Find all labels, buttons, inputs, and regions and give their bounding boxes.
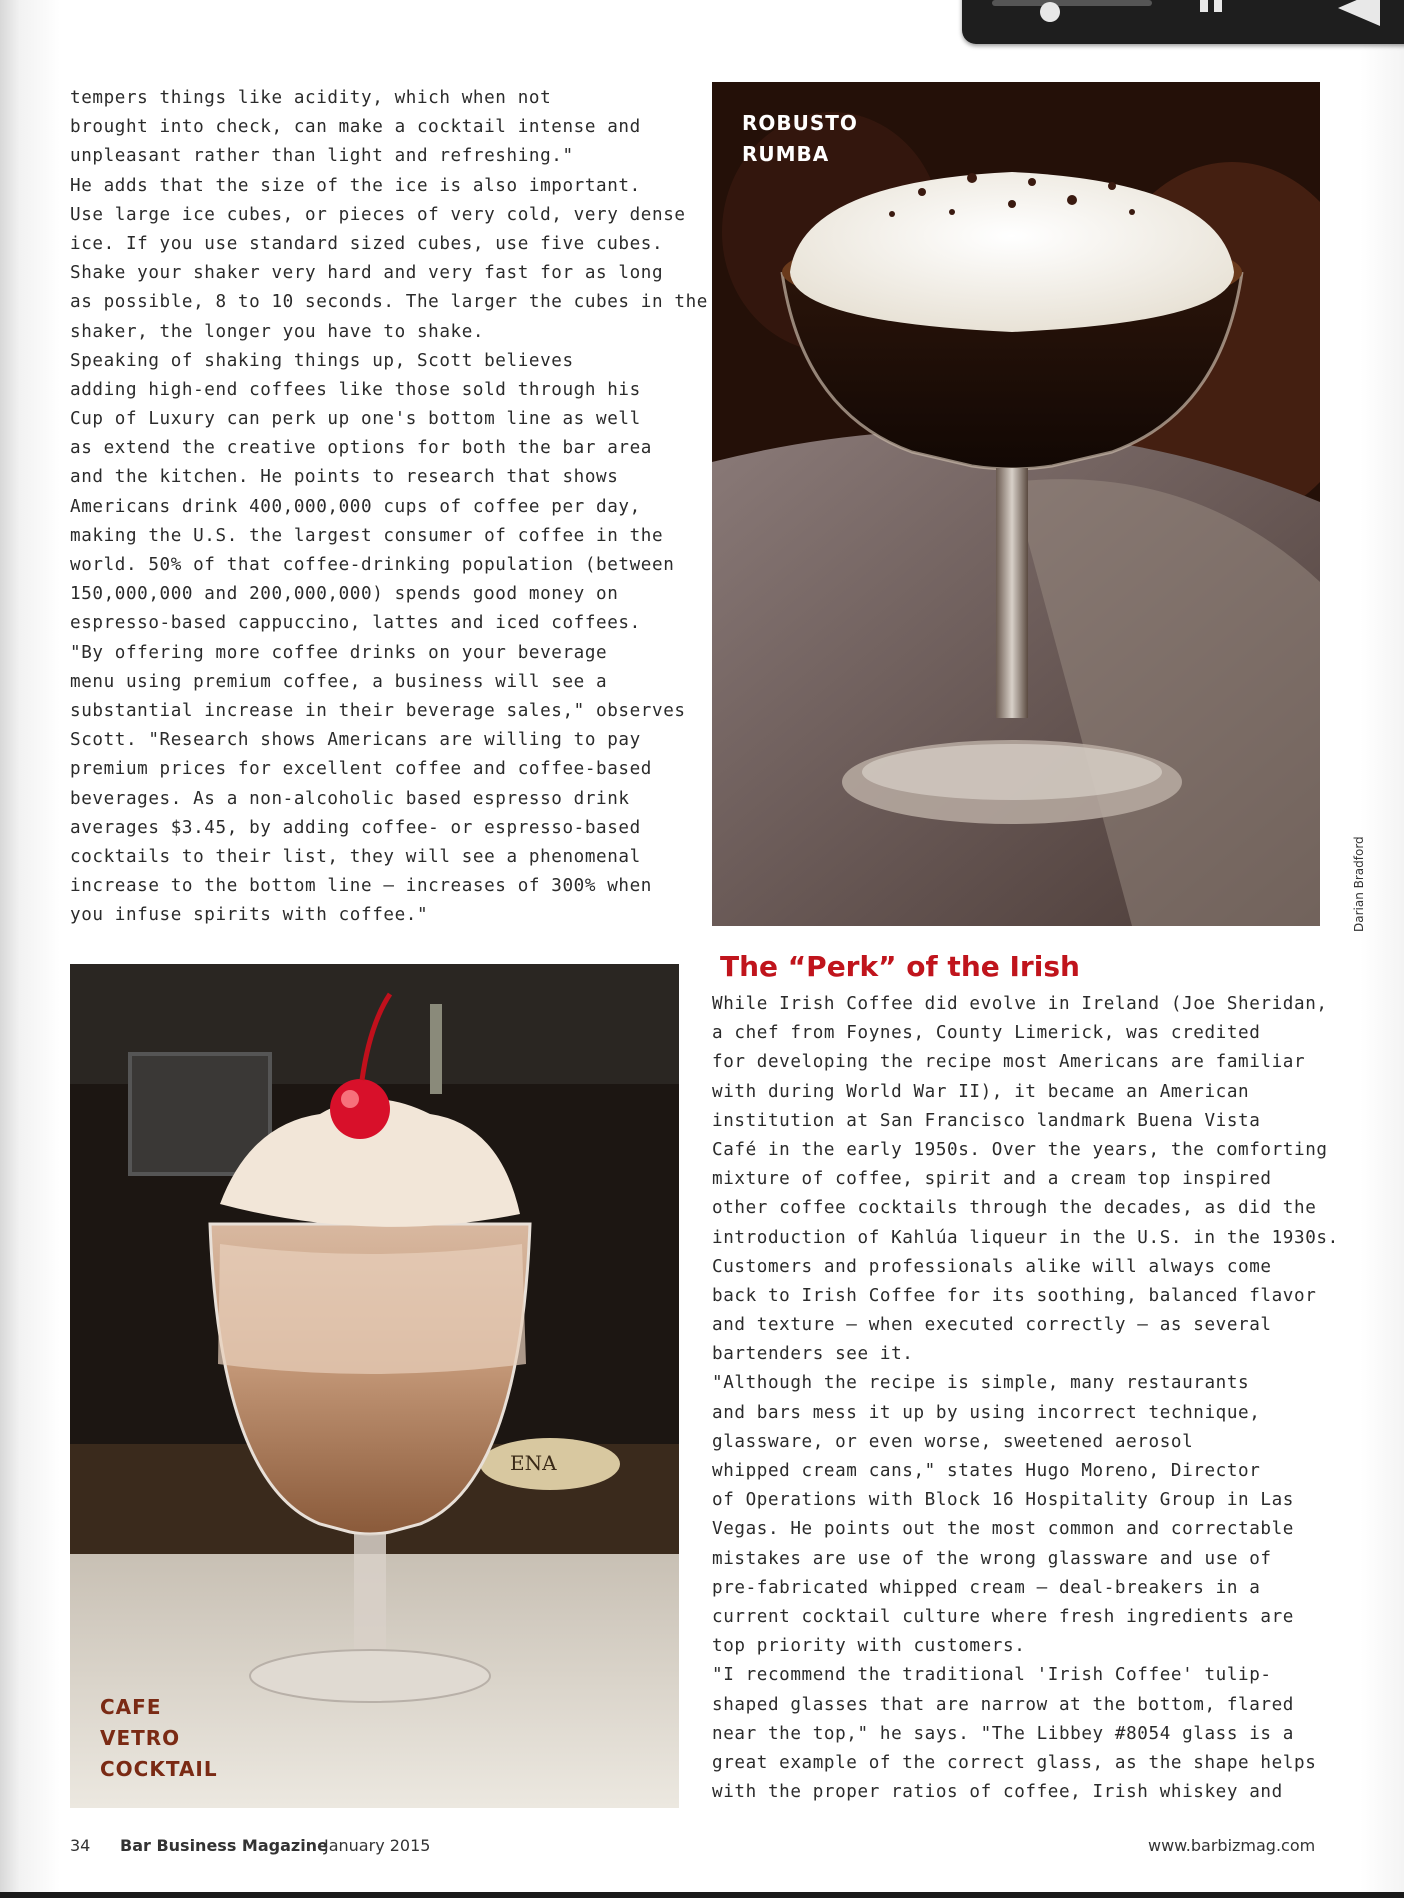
text-line: "Although the recipe is simple, many restaurants — [712, 1373, 1250, 1394]
text-line: with during World War II), it became an American — [712, 1081, 1250, 1102]
text-line: back to Irish Coffee for its soothing, balanced flavor — [712, 1285, 1317, 1306]
cafe-vetro-caption: CAFE VETRO COCKTAIL — [100, 1695, 218, 1781]
text-line: and bars mess it up by using incorrect technique, — [712, 1402, 1261, 1423]
text-line: shaped glasses that are narrow at the bottom, flared — [712, 1694, 1295, 1715]
text-line: with the proper ratios of coffee, Irish whiskey and — [712, 1782, 1283, 1803]
text-line: institution at San Francisco landmark Buena Vista — [712, 1110, 1261, 1131]
text-line: substantial increase in their beverage sales," observes — [70, 700, 686, 721]
bottom-rule — [0, 1892, 1404, 1898]
text-line: 150,000,000 and 200,000,000) spends good money on — [70, 584, 619, 605]
text-line: menu using premium coffee, a business will see a — [70, 671, 608, 692]
text-line: averages $3.45, by adding coffee- or espresso-based — [70, 817, 641, 838]
right-column-text — [712, 990, 1339, 1807]
text-line: Use large ice cubes, or pieces of very cold, very dense — [70, 204, 686, 225]
cafe-vetro-illustration — [70, 964, 679, 1808]
text-line: other coffee cocktails through the decades, as did the — [712, 1198, 1317, 1219]
slider-thumb[interactable] — [1040, 2, 1060, 22]
text-line: Café in the early 1950s. Over the years, the comforting — [712, 1139, 1328, 1160]
text-line: as possible, 8 to 10 seconds. The larger the cubes in the — [70, 292, 708, 313]
page-number: 34 — [70, 1836, 91, 1855]
text-line: and the kitchen. He points to research that shows — [70, 467, 619, 488]
text-line: a chef from Foynes, County Limerick, was credited — [712, 1023, 1261, 1044]
text-line: shaker, the longer you have to shake. — [70, 321, 485, 342]
text-line: Americans drink 400,000,000 cups of coffee per day, — [70, 496, 641, 517]
magazine-name: Bar Business Magazine — [120, 1836, 328, 1855]
text-line: While Irish Coffee did evolve in Ireland (Joe Sheridan, — [712, 994, 1328, 1014]
text-line: for developing the recipe most Americans are familiar — [712, 1052, 1306, 1073]
text-line: mistakes are use of the wrong glassware and use of — [712, 1548, 1272, 1569]
text-line: cocktails to their list, they will see a phenomenal — [70, 846, 641, 867]
text-line: adding high-end coffees like those sold through his — [70, 379, 641, 400]
text-line: Shake your shaker very hard and very fast for as long — [70, 263, 664, 284]
photo-credit: Darian Bradford — [1352, 836, 1366, 932]
text-line: and texture — when executed correctly — as several — [712, 1315, 1272, 1336]
robusto-rumba-photo — [712, 82, 1320, 926]
magazine-url[interactable]: www.barbizmag.com — [1148, 1836, 1316, 1855]
text-line: world. 50% of that coffee-drinking population (between — [70, 555, 675, 575]
text-line: of Operations with Block 16 Hospitality Group in Las — [712, 1490, 1295, 1511]
text-line: Customers and professionals alike will always come — [712, 1256, 1272, 1277]
rewind-icon[interactable] — [1338, 0, 1380, 26]
text-line: current cocktail culture where fresh ingredients are — [712, 1606, 1295, 1627]
robusto-rumba-caption: ROBUSTO RUMBA — [742, 111, 858, 166]
media-control-bar — [962, 0, 1404, 44]
text-line: pre-fabricated whipped cream — deal-breakers in a — [712, 1577, 1261, 1598]
text-line: near the top," he says. "The Libbey #8054 glass is a — [712, 1723, 1295, 1744]
pause-icon[interactable] — [1200, 0, 1228, 12]
bar-sign-text: ENA — [510, 1451, 557, 1475]
text-line: premium prices for excellent coffee and coffee-based — [70, 759, 653, 780]
text-line: mixture of coffee, spirit and a cream top inspired — [712, 1169, 1272, 1190]
text-line: whipped cream cans," states Hugo Moreno, Director — [712, 1461, 1261, 1481]
text-line: as extend the creative options for both the bar area — [70, 438, 653, 459]
text-line: making the U.S. the largest consumer of coffee in the — [70, 525, 664, 546]
issue-date: January 2015 — [324, 1836, 431, 1855]
text-line: introduction of Kahlúa liqueur in the U.S. in the 1930s. — [712, 1227, 1339, 1248]
section-heading: The “Perk” of the Irish — [720, 950, 1080, 983]
text-line: Cup of Luxury can perk up one's bottom line as well — [70, 409, 641, 430]
left-column-text — [70, 84, 708, 930]
text-line: Vegas. He points out the most common and correctable — [712, 1519, 1295, 1540]
cafe-vetro-photo — [70, 964, 679, 1808]
text-line: espresso-based cappuccino, lattes and iced coffees. — [70, 613, 641, 634]
text-line: glassware, or even worse, sweetened aerosol — [712, 1431, 1194, 1452]
text-line: increase to the bottom line — increases of 300% when — [70, 876, 653, 897]
text-line: tempers things like acidity, which when not — [70, 88, 552, 108]
text-line: unpleasant rather than light and refreshing." — [70, 146, 574, 167]
text-line: "I recommend the traditional 'Irish Coffee' tulip- — [712, 1665, 1272, 1686]
text-line: great example of the correct glass, as the shape helps — [712, 1752, 1317, 1773]
text-line: Speaking of shaking things up, Scott believes — [70, 350, 574, 371]
text-line: Scott. "Research shows Americans are willing to pay — [70, 730, 641, 751]
text-line: "By offering more coffee drinks on your beverage — [70, 642, 608, 663]
text-line: top priority with customers. — [712, 1636, 1026, 1657]
text-line: bartenders see it. — [712, 1344, 914, 1365]
text-line: brought into check, can make a cocktail intense and — [70, 117, 641, 138]
text-line: He adds that the size of the ice is also important. — [70, 175, 641, 196]
robusto-rumba-illustration — [712, 82, 1320, 926]
text-line: ice. If you use standard sized cubes, use five cubes. — [70, 233, 664, 254]
text-line: beverages. As a non-alcoholic based espresso drink — [70, 788, 630, 809]
playback-slider[interactable] — [992, 0, 1152, 6]
text-line: you infuse spirits with coffee." — [70, 905, 429, 926]
